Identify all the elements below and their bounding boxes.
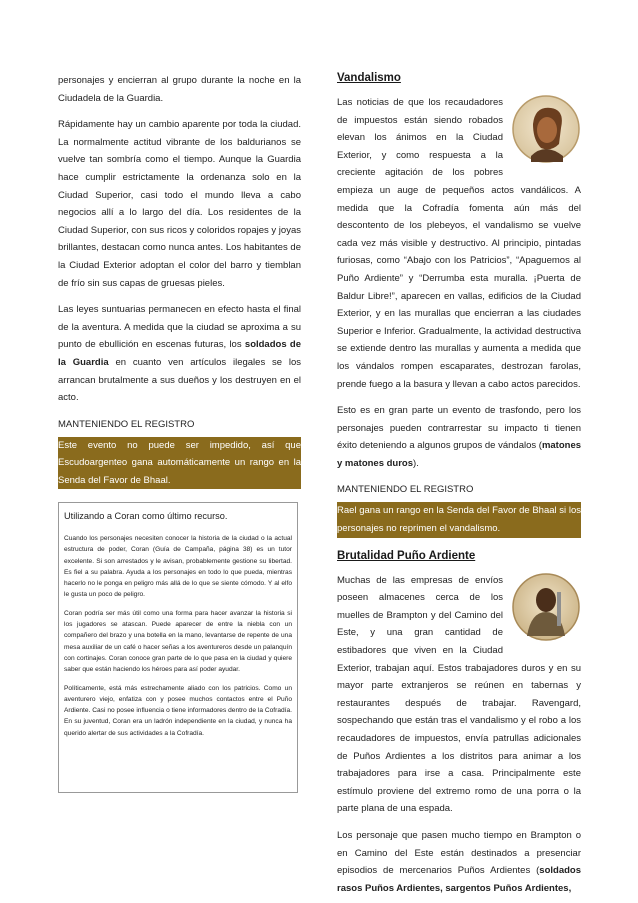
- left-paragraph-3: [58, 301, 301, 407]
- flaming-fist-paragraph-1: Muchas de las empresas de envíos poseen almacenes cerca de los muelles de Brampton y del Camino del Este, y una gran cantidad de estibadores que viven en la Ciudad Exterior, trabajan aquí. Estos trabajadores duros y en su mayor parte extranjeros se reúnen en tabernas y restaurantes después de trabajar. Ravengard, sospechando que están tras el vandalismo y el robo a los recaudadores de impuestos, envía patrullas adicionales de Puños Ardientes a los distritos para animar a los trabajadores para irse a casa. Principalmente este estímulo proviene del extremo romo de una porra o la parte plana de una espada.: [337, 574, 581, 815]
- section-heading-vandalism: Vandalismo: [337, 72, 401, 84]
- text: ).: [413, 457, 419, 469]
- right-column: [337, 72, 581, 897]
- left-paragraph-1: personajes y encierran al grupo durante la noche en la Ciudadela de la Guardia.: [58, 75, 301, 104]
- text: Los personaje que pasen mucho tiempo en Brampton o en Camino del Este están destinados a presenciar episodios de mercenarios Puños Ardientes (: [337, 829, 581, 877]
- vandalism-paragraph-1: Las noticias de que los recaudadores de impuestos están siendo robados elevan los ánimos en la Ciudad Exterior, y como respuesta a la creciente agitación de los pobres empieza un auge de pequeños actos vandálicos. A medida que la Cofradía fomenta aún más del descontento de los plebeyos, el vandalismo se vuelve cada vez más visible y destructivo. Al principio, pintadas furiosas, como “Abajo con los Patricios”, “Apaguemos al Puño Ardiente” y “Derrumba esta muralla. ¡Puerta de Baldur Libre!”, aparecen en vallas, edificios de la Ciudad Exterior, y en las murallas que encierran a las ciudades Superior e Inferior. Gradualmente, la actividad destructiva se extiende dentro las murallas y aumenta a medida que los vándalos rompen escaparates, destrozan farolas, prende fuego a la basura y llevan a cabo actos parecidos.: [337, 97, 581, 390]
- sidebar-paragraph-2: Coran podría ser más útil como una forma para hacer avanzar la historia si los jugadores se atascan. Puede aparecer de entre la niebla con un compañero del brazo y una botella en la mano, levantarse de repente de una mesa auxiliar de un café o hacer señas a los aventureros desde un palanquín con cortinajes. Coran conoce gran parte de lo que pasa en la ciudad y quiere saber que están haciendo los héroes para así poder ayudar.: [64, 609, 292, 674]
- sidebar-title: Utilizando a Coran como último recurso.: [64, 511, 228, 521]
- bold-term-guard-soldiers: soldados de la Guardia: [58, 339, 302, 368]
- vandalism-paragraph-2: [337, 402, 581, 472]
- flaming-fist-paragraph-2: [337, 827, 581, 897]
- text: Las leyes suntuarias permanecen en efecto hasta el final de la aventura. A medida que la ciudad se aproxima a su punto de ebullición en escenas futuras, los: [58, 304, 301, 351]
- record-highlight-box: Este evento no puede ser impedido, así que Escudoargenteo gana automáticamente un rango en la Senda del Favor de Bhaal.: [58, 437, 301, 490]
- sidebar-paragraph-1: Cuando los personajes necesiten conocer la historia de la ciudad o la actual estructura de poder, Coran (Guía de Campaña, página 38) es un tutor excelente. Si son arrestados y le avisan, probablemente gestione su libertad. Es fiel a su palabra. Ayuda a los personajes en todo lo que pueda, mientras hacerlo no le ponga en peligro más allá de lo que se siente cómodo. Y al elfo le gusta un poco de peligro.: [64, 535, 292, 599]
- record-highlight-box: Rael gana un rango en la Senda del Favor de Bhaal si los personajes no reprimen el vandalismo.: [337, 502, 581, 537]
- text: Esto es en gran parte un evento de trasfondo, pero los personajes pueden contrarrestar su impacto ti tienen éxito deteniendo a algunos grupos de vándalos (: [337, 405, 581, 452]
- sidebar-paragraph-3: Políticamente, está más estrechamente aliado con los patricios. Como un aventurero viejo, enfatiza con y posee muchos contactos entre el Puño Ardiente. Casi no posee influencia o tiene informadores dentro de la Cofradía. En su juventud, Coran era un ladrón independiente en la ciudad, y nunca ha querido alertar de sus actividades a la Cofradía.: [64, 684, 292, 737]
- maintaining-record-label: MANTENIENDO EL REGISTRO: [337, 484, 474, 496]
- bold-term-flaming-fist-soldiers: soldados rasos Puños Ardientes, sargentos Puños Ardientes,: [337, 865, 581, 894]
- left-column: [58, 72, 301, 489]
- text: en cuanto ven artículos ilegales se los arrancan brutalmente a sus dueños y los destruyen en el acto.: [58, 356, 301, 404]
- section-heading-flaming-fist: Brutalidad Puño Ardiente: [337, 549, 476, 562]
- bold-term-thugs: matones y matones duros: [337, 440, 582, 469]
- left-paragraph-2: Rápidamente hay un cambio aparente por toda la ciudad. La normalmente actitud vibrante de los baldurianos se vuelve tan sombría como el tiempo. Aunque la Guardia hace cumplir estrictamente la ordenanza solo en la Ciudad Superior, casi todo el mundo lleva a cabo negocios allí a lo largo del día. Los residentes de la Ciudad Superior, con sus ricos y coloridos ropajes y joyas brillantes, destacan como nunca antes. Los habitantes de la Ciudad Exterior adoptan el color del barro y tiemblan de frío sin sus capas de gruesas pieles.: [58, 119, 301, 289]
- coran-sidebar-box: [58, 502, 298, 793]
- flaming-fist-portrait-image: [511, 572, 581, 642]
- maintaining-record-label: MANTENIENDO EL REGISTRO: [58, 418, 195, 430]
- vandal-portrait-image: [511, 94, 581, 164]
